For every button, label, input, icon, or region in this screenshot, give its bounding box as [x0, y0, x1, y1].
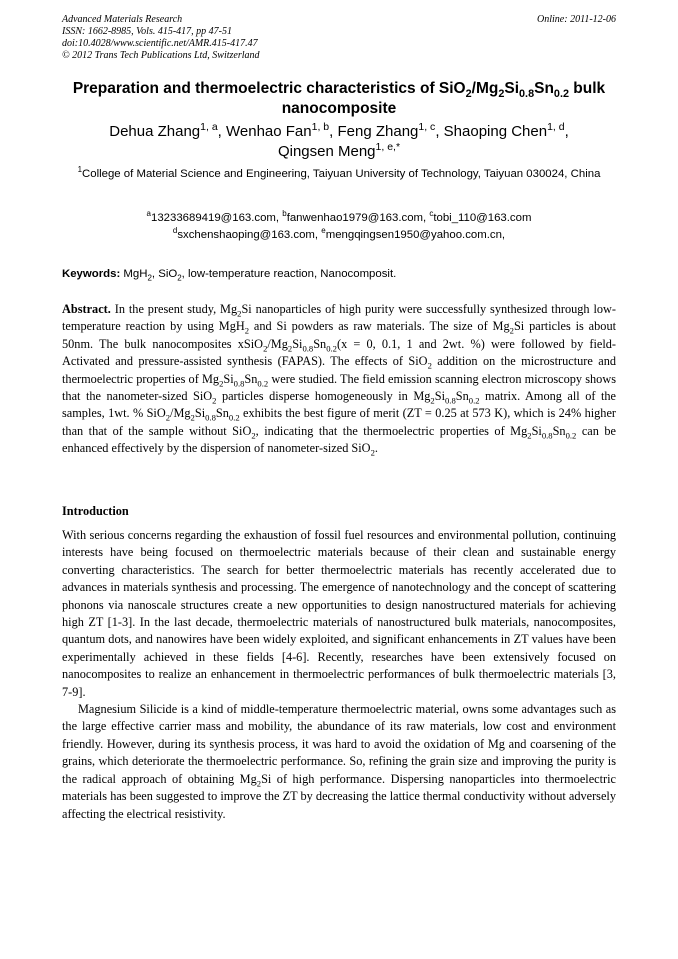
abstract-label: Abstract. — [62, 302, 111, 316]
affiliation: $^1$College of Material Science and Engineering, Taiyuan University of Technology, Taiyuan 030024, China — [77, 165, 601, 180]
author-name: Wenhao Fan — [226, 123, 312, 140]
paragraph: Magnesium Silicide is a kind of middle-temperature thermoelectric material, owns some advantages such as the large effective carrier mass and mobility, the abundance of its raw materials, low cost and environment friendly. However, during its synthesis process, it was hard to avoid the oxidation of Mg and coarsening of the grains, which deteriorate the thermoelectric performance. So, refining the grain size and improving the purity is the radical approach of obtaining $Mg_2Si$ of high performance. Dispersing nanoparticles into thermoelectric materials has been suggested to improve the ZT by decreasing the lattice thermal conductivity without adversely affecting the electrical resistivity. — [62, 702, 616, 821]
online-date: Online: 2011-12-06 — [537, 14, 616, 25]
keywords-label: Keywords: — [62, 268, 121, 280]
author-list: Dehua Zhang$^{1, a}$, Wenhao Fan$^{1, b}$, Feng Zhang$^{1, c}$, Shaoping Chen$^{1, d}$, Qingsen Meng$^{1, e,*}$ — [109, 121, 569, 160]
author-name: Shaoping Chen — [443, 123, 548, 140]
issn-line: ISSN: 1662-8985, Vols. 415-417, pp 47-51 — [62, 26, 232, 37]
copyright-line: © 2012 Trans Tech Publications Ltd, Switzerland — [62, 50, 260, 61]
keywords: Keywords: MgH$_2$, SiO$_2$, low-temperature reaction, Nanocomposit. — [62, 268, 397, 283]
journal-name: Advanced Materials Research — [62, 14, 183, 25]
author-name: Feng Zhang — [337, 123, 419, 140]
section-heading-introduction: Introduction — [62, 504, 129, 518]
abstract: Abstract. In the present study, $Mg_2Si$ nanoparticles of high purity were successfully synthesized through low-temperature reaction by using MgH$_2$ and Si powders as raw materials. The size of $Mg_2Si$ particles is about 50nm. The bulk nanocomposites $xSiO_2/Mg_2Si_{0.8}Sn_{0.2}(x = 0$, 0.1, 1 and 2wt. %) were followed by field-Activated and pressure-assisted synthesis (FAPAS). The effects of SiO$_2$ addition on the microstructure and thermoelectric properties of $Mg_2Si_{0.8}Sn_{0.2}$ were studied. The field emission scanning electron microscopy shows that the nanometer-sized SiO$_2$ particles disperse homogeneously in $Mg_2Si_{0.8}Sn_{0.2}$ matrix. Among all of the samples, 1wt. % $SiO_2/Mg_2Si_{0.8}Sn_{0.2}$ exhibits the best figure of merit (ZT = 0.25 at 573 K), which is 24% higher than that of the sample without SiO$_2$, indicating that the thermoelectric properties of $Mg_2Si_{0.8}Sn_{0.2}$ can be enhanced effectively by the dispersion of nanometer-sized SiO$_2$. — [62, 302, 617, 458]
author-emails: $^a$13233689419@163.com, $^b$fanwenhao1979@163.com, $^c$tobi_110@163.com $^d$sxchenshaoping@163.com, $^e$mengqingsen1950@yahoo.com.cn, — [146, 209, 532, 241]
paragraph: With serious concerns regarding the exhaustion of fossil fuel resources and environmental pollution, continuing interests have being focused on thermoelectric materials because of their clean and sustainable energy converting characteristics. The search for better thermoelectric materials has recently accelerated due to advances in materials synthesis and processing. The emergence of nanotechnology and the concept of scattering phonons via nanoscale structures create a new opportunities to design nanostructured materials for achieving high ZT [1-3]. In the last decade, thermoelectric materials of nanostructured bulk materials, nanocomposites, quantum dots, and nanowires have been widely exploited, and significant enhancements in ZT values have been experimentally achieved in these fields [4-6]. Recently, researches have been extensively focused on nanocomposites to realize an enhancement in thermoelectric performances of bulk thermoelectric materials [3, 7-9]. — [62, 528, 616, 699]
introduction-body — [62, 527, 616, 823]
journal-header — [62, 14, 260, 62]
author-name: Dehua Zhang — [109, 123, 201, 140]
author-name: Qingsen Meng — [277, 143, 376, 160]
paper-title: Preparation and thermoelectric characteristics of $SiO_2/Mg_2Si_{0.8}Sn_{0.2}$ bulk nanocomposite — [72, 80, 606, 117]
doi-line: doi:10.4028/www.scientific.net/AMR.415-417.47 — [62, 38, 258, 49]
